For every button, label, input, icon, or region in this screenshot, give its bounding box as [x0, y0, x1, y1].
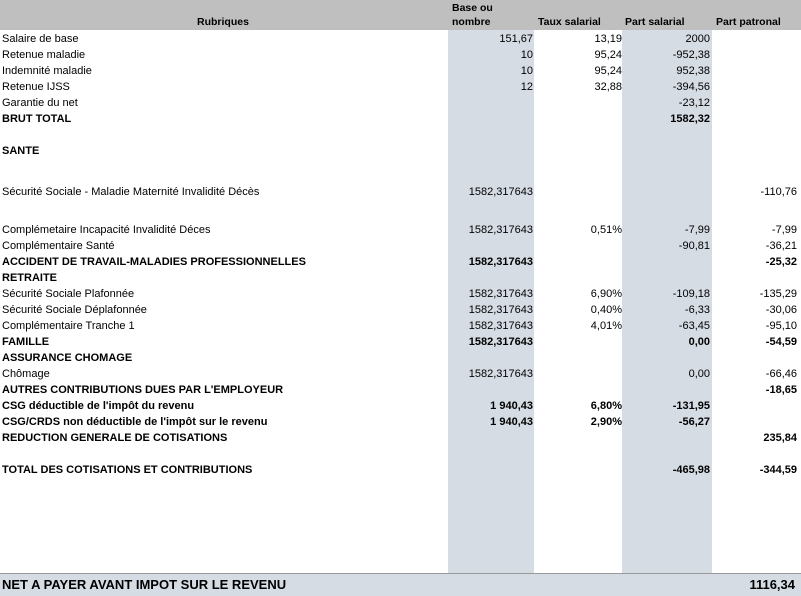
- row-part-patronal: -95,10: [765, 320, 797, 332]
- row-label: SANTE: [2, 145, 40, 157]
- table-row: [0, 143, 801, 159]
- row-base: 1582,317643: [468, 256, 533, 268]
- table-row: [0, 254, 801, 270]
- header-base-line1: Base ou: [452, 2, 493, 14]
- table-row: [0, 382, 801, 398]
- table-row: [0, 302, 801, 318]
- table-row: [0, 63, 801, 79]
- table-row: [0, 111, 801, 127]
- row-part-patronal: 235,84: [763, 432, 797, 444]
- row-part-salarial: -56,27: [678, 416, 710, 428]
- row-part-patronal: -36,21: [765, 240, 797, 252]
- header-rubriques: Rubriques: [197, 16, 249, 28]
- table-row: [0, 31, 801, 47]
- row-label: AUTRES CONTRIBUTIONS DUES PAR L'EMPLOYEUR: [2, 384, 284, 396]
- table-row: [0, 238, 801, 254]
- table-row: [0, 366, 801, 382]
- row-part-salarial: -90,81: [678, 240, 710, 252]
- row-label: TOTAL DES COTISATIONS ET CONTRIBUTIONS: [2, 464, 253, 476]
- table-row: [0, 286, 801, 302]
- row-taux: 0,40%: [590, 304, 622, 316]
- row-part-salarial: -7,99: [684, 224, 710, 236]
- row-base: 1 940,43: [490, 400, 533, 412]
- row-part-patronal: -135,29: [759, 288, 797, 300]
- row-base: 10: [520, 49, 533, 61]
- row-label: CSG/CRDS non déductible de l'impôt sur le revenu: [2, 416, 268, 428]
- row-part-salarial: 0,00: [688, 368, 710, 380]
- row-taux: 32,88: [594, 81, 622, 93]
- net-a-payer-footer: [0, 573, 801, 596]
- row-label: Sécurité Sociale Plafonnée: [2, 288, 135, 300]
- row-label: REDUCTION GENERALE DE COTISATIONS: [2, 432, 228, 444]
- row-label: ACCIDENT DE TRAVAIL-MALADIES PROFESSIONNELLES: [2, 256, 306, 268]
- row-label: RETRAITE: [2, 272, 57, 284]
- table-row: [0, 47, 801, 63]
- row-base: 151,67: [499, 33, 533, 45]
- row-part-patronal: -30,06: [765, 304, 797, 316]
- row-taux: 95,24: [594, 65, 622, 77]
- row-label: BRUT TOTAL: [2, 113, 72, 125]
- table-row: [0, 95, 801, 111]
- row-label: Indemnité maladie: [2, 65, 92, 77]
- table-row: [0, 414, 801, 430]
- row-taux: 4,01%: [590, 320, 622, 332]
- table-row: [0, 222, 801, 238]
- row-part-salarial: -109,18: [672, 288, 710, 300]
- row-base: 1 940,43: [490, 416, 533, 428]
- table-row: [0, 430, 801, 446]
- row-part-patronal: -18,65: [765, 384, 797, 396]
- table-row: [0, 318, 801, 334]
- row-base: 10: [520, 65, 533, 77]
- header-part-salarial: Part salarial: [625, 16, 685, 28]
- header-part-patronal: Part patronal: [716, 16, 781, 28]
- row-taux: 0,51%: [590, 224, 622, 236]
- table-header: [0, 0, 801, 30]
- row-base: 1582,317643: [468, 368, 533, 380]
- row-base: 1582,317643: [468, 224, 533, 236]
- table-row: [0, 184, 801, 200]
- header-taux-salarial: Taux salarial: [538, 16, 601, 28]
- row-part-patronal: -25,32: [765, 256, 797, 268]
- row-part-salarial: -465,98: [672, 464, 710, 476]
- row-base: 12: [520, 81, 533, 93]
- row-taux: 2,90%: [590, 416, 622, 428]
- row-label: ASSURANCE CHOMAGE: [2, 352, 133, 364]
- row-label: Sécurité Sociale Déplafonnée: [2, 304, 147, 316]
- row-base: 1582,317643: [468, 186, 533, 198]
- row-label: Complémetaire Incapacité Invalidité Déces: [2, 224, 211, 236]
- row-part-salarial: -394,56: [672, 81, 710, 93]
- row-label: Chômage: [2, 368, 50, 380]
- row-base: 1582,317643: [468, 288, 533, 300]
- row-part-patronal: -66,46: [765, 368, 797, 380]
- row-part-patronal: -7,99: [771, 224, 797, 236]
- row-part-patronal: -110,76: [760, 186, 797, 198]
- row-base: 1582,317643: [468, 336, 533, 348]
- table-row: [0, 462, 801, 478]
- table-row: [0, 350, 801, 366]
- header-base-line2: nombre: [452, 16, 491, 28]
- row-taux: 13,19: [594, 33, 622, 45]
- row-part-salarial: -952,38: [672, 49, 710, 61]
- net-a-payer-label: NET A PAYER AVANT IMPOT SUR LE REVENU: [2, 577, 287, 592]
- row-part-patronal: -344,59: [759, 464, 797, 476]
- row-label: Sécurité Sociale - Maladie Maternité Invalidité Décès: [2, 186, 260, 198]
- row-part-salarial: 0,00: [688, 336, 710, 348]
- row-part-salarial: -63,45: [678, 320, 710, 332]
- row-label: Retenue maladie: [2, 49, 86, 61]
- row-label: Complémentaire Santé: [2, 240, 115, 252]
- net-a-payer-value: 1116,34: [749, 577, 795, 592]
- row-taux: 6,90%: [590, 288, 622, 300]
- row-part-salarial: 952,38: [676, 65, 710, 77]
- row-base: 1582,317643: [468, 304, 533, 316]
- row-part-salarial: -131,95: [672, 400, 710, 412]
- row-part-salarial: 1582,32: [670, 113, 710, 125]
- row-part-patronal: -54,59: [765, 336, 797, 348]
- row-taux: 6,80%: [590, 400, 622, 412]
- table-row: [0, 398, 801, 414]
- row-label: Salaire de base: [2, 33, 79, 45]
- table-row: [0, 79, 801, 95]
- row-taux: 95,24: [594, 49, 622, 61]
- row-label: Garantie du net: [2, 97, 78, 109]
- row-label: FAMILLE: [2, 336, 50, 348]
- row-label: Retenue IJSS: [2, 81, 70, 93]
- row-label: Complémentaire Tranche 1: [2, 320, 135, 332]
- table-row: [0, 270, 801, 286]
- row-label: CSG déductible de l'impôt du revenu: [2, 400, 195, 412]
- table-row: [0, 334, 801, 350]
- row-part-salarial: -6,33: [684, 304, 710, 316]
- row-base: 1582,317643: [468, 320, 533, 332]
- row-part-salarial: -23,12: [678, 97, 710, 109]
- row-part-salarial: 2000: [685, 33, 710, 45]
